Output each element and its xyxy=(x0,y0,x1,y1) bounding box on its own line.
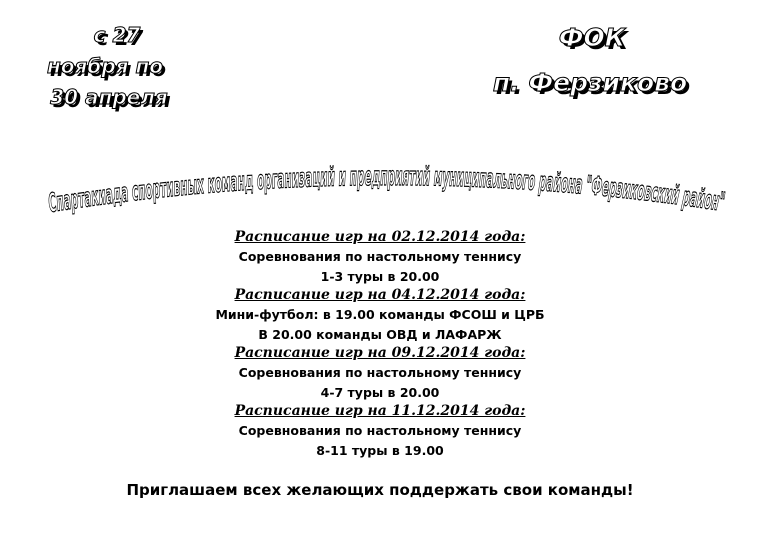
schedule-heading: Расписание игр на 09.12.2014 года: xyxy=(234,345,526,361)
date-line-2: ноября по xyxy=(46,54,164,78)
date-line-1: с 27 xyxy=(93,23,141,47)
invitation-text: Приглашаем всех желающих поддержать свои команды! xyxy=(126,481,634,499)
schedule-line: Соревнования по настольному теннису xyxy=(238,423,522,438)
schedule-heading: Расписание игр на 02.12.2014 года: xyxy=(234,229,526,245)
venue-line-1: ФОК xyxy=(558,23,626,52)
schedule-line: 8-11 туры в 19.00 xyxy=(316,442,444,458)
schedule-line: Соревнования по настольному теннису xyxy=(238,249,522,264)
schedule-line: 1-3 туры в 20.00 xyxy=(320,268,440,284)
schedule-list xyxy=(130,228,630,460)
schedule-heading: Расписание игр на 04.12.2014 года: xyxy=(234,287,526,303)
spartakiada-title-wordart xyxy=(40,140,740,230)
schedule-heading: Расписание игр на 11.12.2014 года: xyxy=(234,403,526,419)
schedule-entry xyxy=(130,228,630,286)
title-textpath: Спартакиада спортивных команд организаций и предприятий муниципального района "Ферзиковский район" xyxy=(46,161,735,220)
schedule-line: Соревнования по настольному теннису xyxy=(238,365,522,380)
venue-line-2: п. Ферзиково xyxy=(492,68,688,97)
schedule-line: Мини-футбол: в 19.00 команды ФСОШ и ЦРБ xyxy=(215,307,545,322)
date-range-wordart xyxy=(20,20,190,113)
schedule-entry xyxy=(130,286,630,344)
schedule-line: 4-7 туры в 20.00 xyxy=(320,384,440,400)
venue-wordart xyxy=(470,15,710,105)
schedule-entry xyxy=(130,344,630,402)
schedule-entry xyxy=(130,402,630,460)
date-line-3: 30 апреля xyxy=(50,85,168,109)
schedule-line: В 20.00 команды ОВД и ЛАФАРЖ xyxy=(258,326,502,342)
